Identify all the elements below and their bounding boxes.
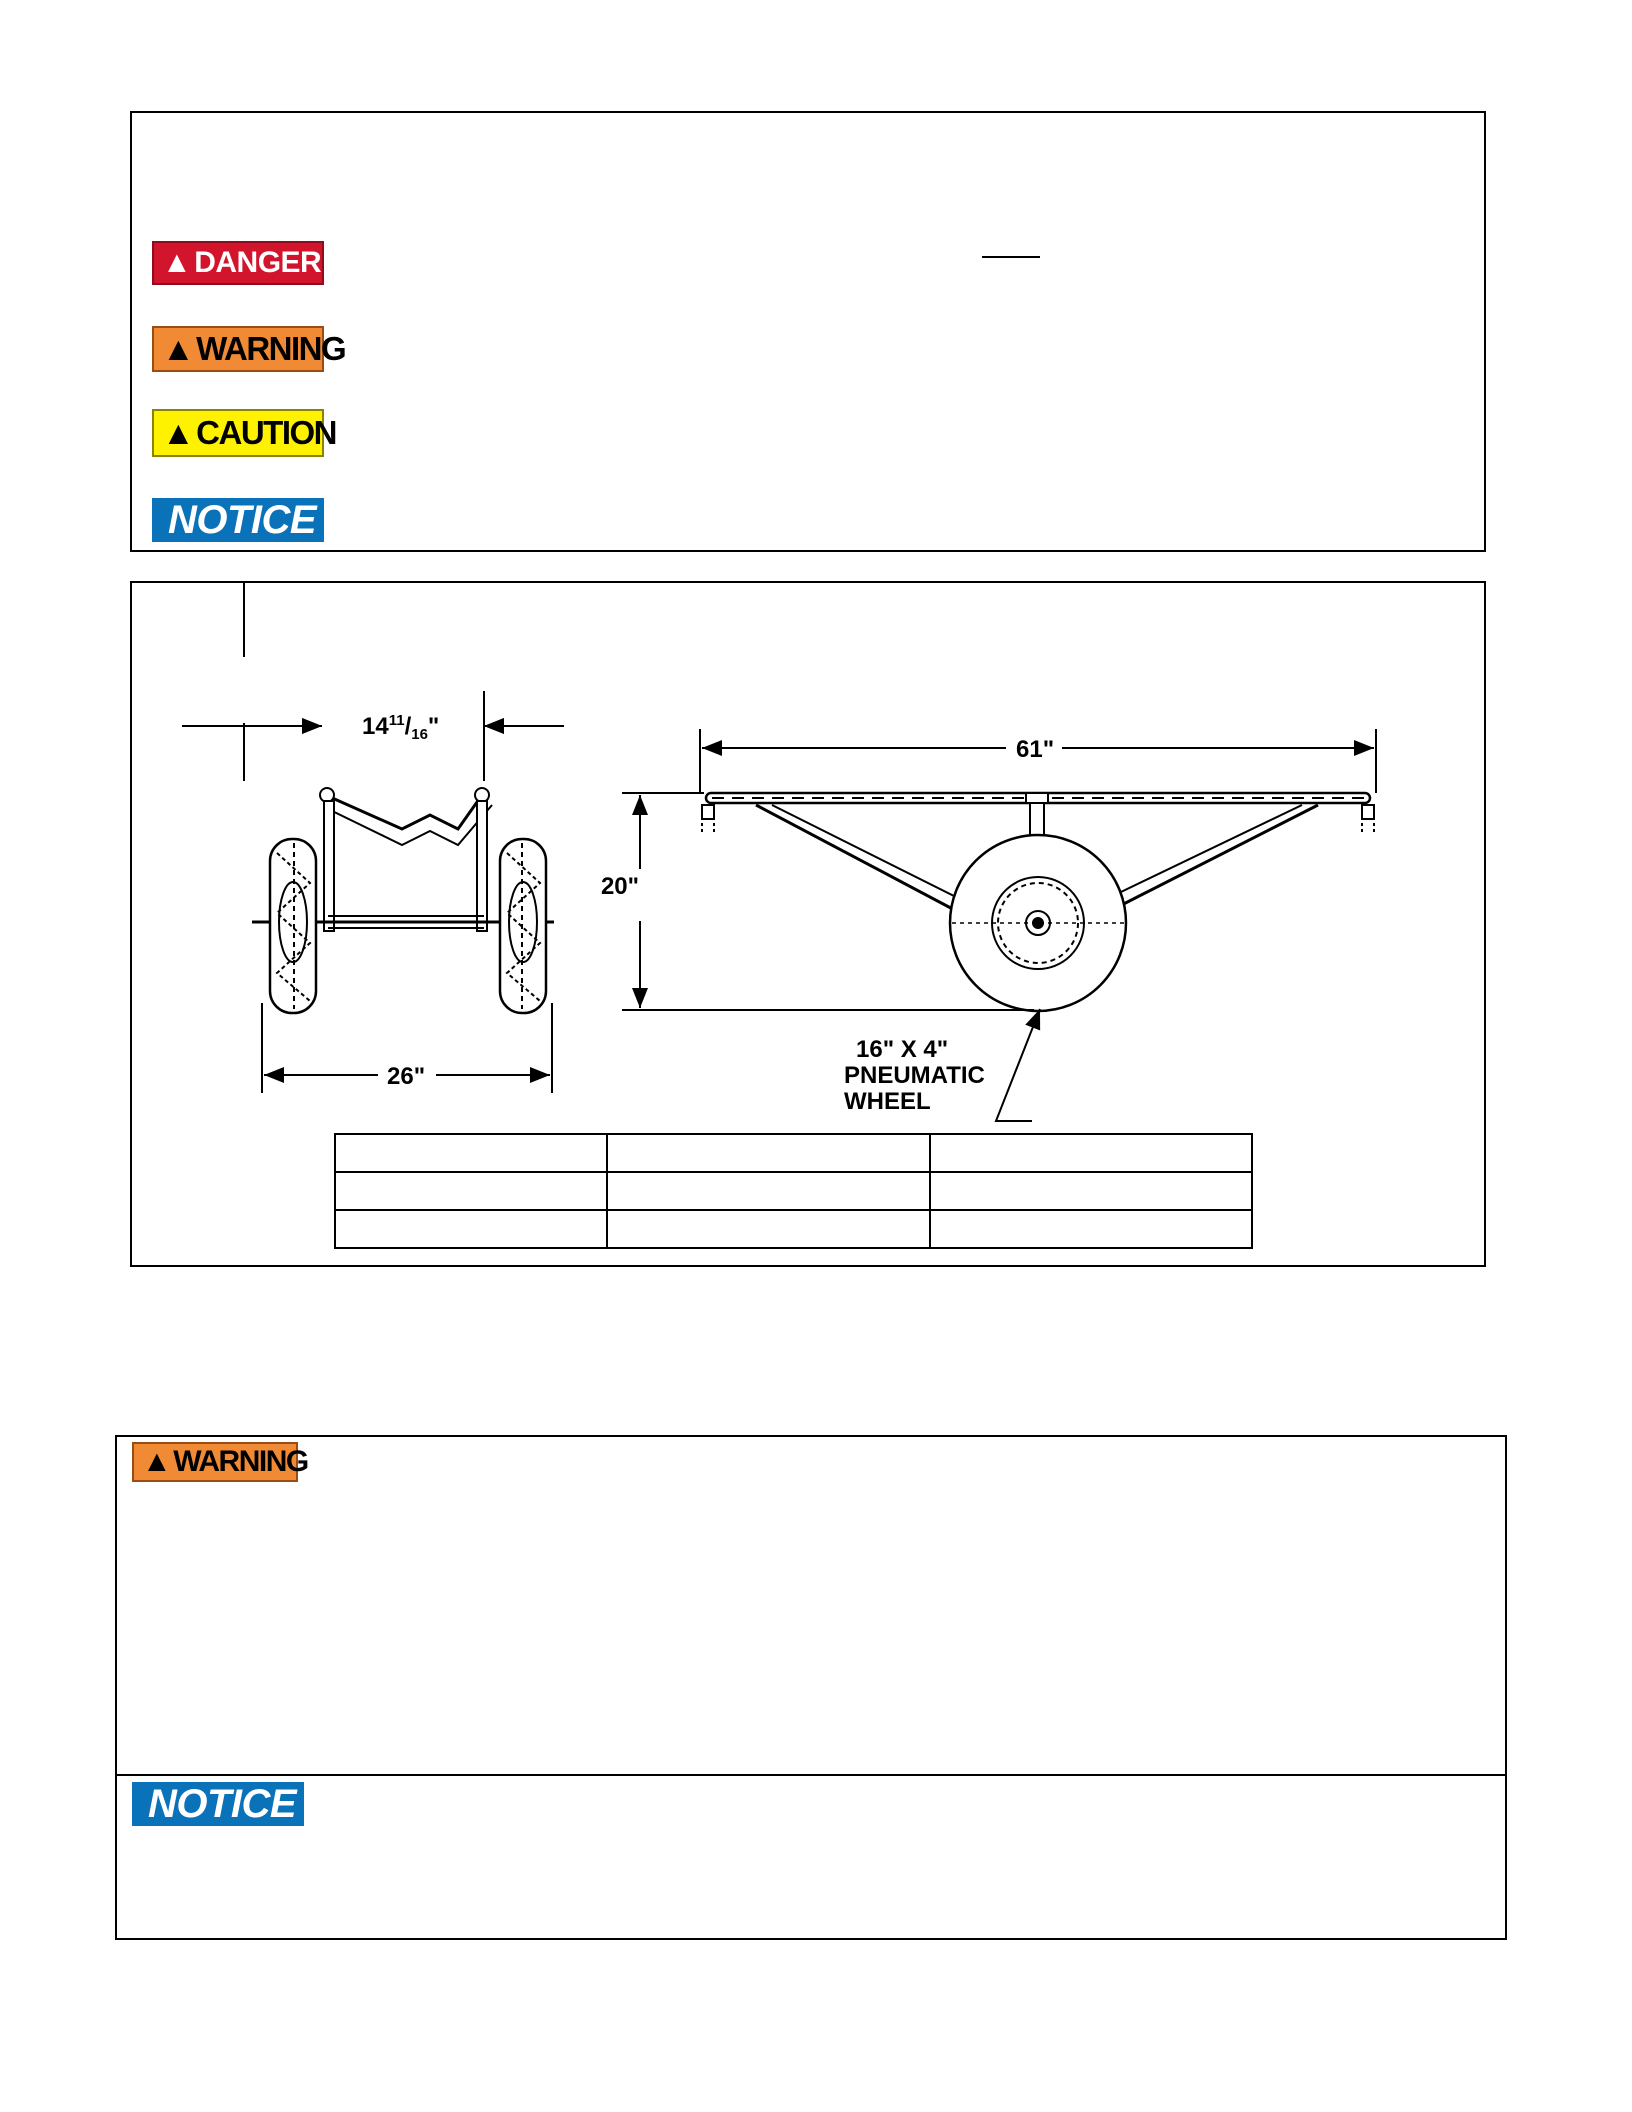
warning-triangle-icon: ▲: [162, 330, 194, 367]
wheel-track-label: 26": [387, 1063, 426, 1090]
warning-label: [152, 326, 346, 372]
underline-mark: [982, 256, 1040, 258]
table-cell: [335, 1210, 607, 1248]
table-cell: [607, 1134, 929, 1172]
table-cell: [607, 1172, 929, 1210]
dimensions-box: [130, 581, 1486, 1267]
danger-label: [152, 241, 324, 285]
table-cell: [335, 1172, 607, 1210]
notice-label: [132, 1782, 304, 1826]
safety-messages-box: [115, 1435, 1507, 1940]
table-cell: [335, 1134, 607, 1172]
table-cell: [930, 1172, 1252, 1210]
warning-label-text: WARNING: [196, 330, 346, 367]
signal-words-box: [130, 111, 1486, 552]
caution-label: [152, 409, 336, 457]
notice-label: [152, 498, 324, 542]
caution-label-text: CAUTION: [196, 414, 336, 451]
danger-label-text: DANGER: [194, 246, 322, 279]
wheel-label: WHEEL: [844, 1088, 931, 1115]
table-cell: [607, 1210, 929, 1248]
table-cell: [930, 1134, 1252, 1172]
table-cell: [930, 1210, 1252, 1248]
notice-label-text: NOTICE: [148, 1781, 297, 1826]
length-dimension-label: 61": [1016, 736, 1055, 763]
table-row: [335, 1210, 1252, 1248]
specs-table: [334, 1133, 1253, 1249]
width-dimension-label: $14^{11}/_{16}$": [362, 712, 440, 743]
warning-label: [132, 1442, 308, 1482]
table-row: [335, 1172, 1252, 1210]
warning-label-text: WARNING: [173, 1445, 308, 1478]
warning-triangle-icon: ▲: [162, 246, 192, 279]
table-row: [335, 1134, 1252, 1172]
height-dimension-label: 20": [600, 873, 640, 900]
section-divider: [117, 1774, 1505, 1776]
warning-triangle-icon: ▲: [162, 414, 194, 451]
wheel-type-label: PNEUMATIC: [844, 1062, 985, 1089]
warning-triangle-icon: ▲: [142, 1445, 171, 1478]
notice-label-text: NOTICE: [168, 497, 317, 542]
side-view: [622, 729, 1376, 1121]
wheel-size-label: 16" X 4": [856, 1036, 949, 1063]
front-view: [182, 583, 564, 1093]
